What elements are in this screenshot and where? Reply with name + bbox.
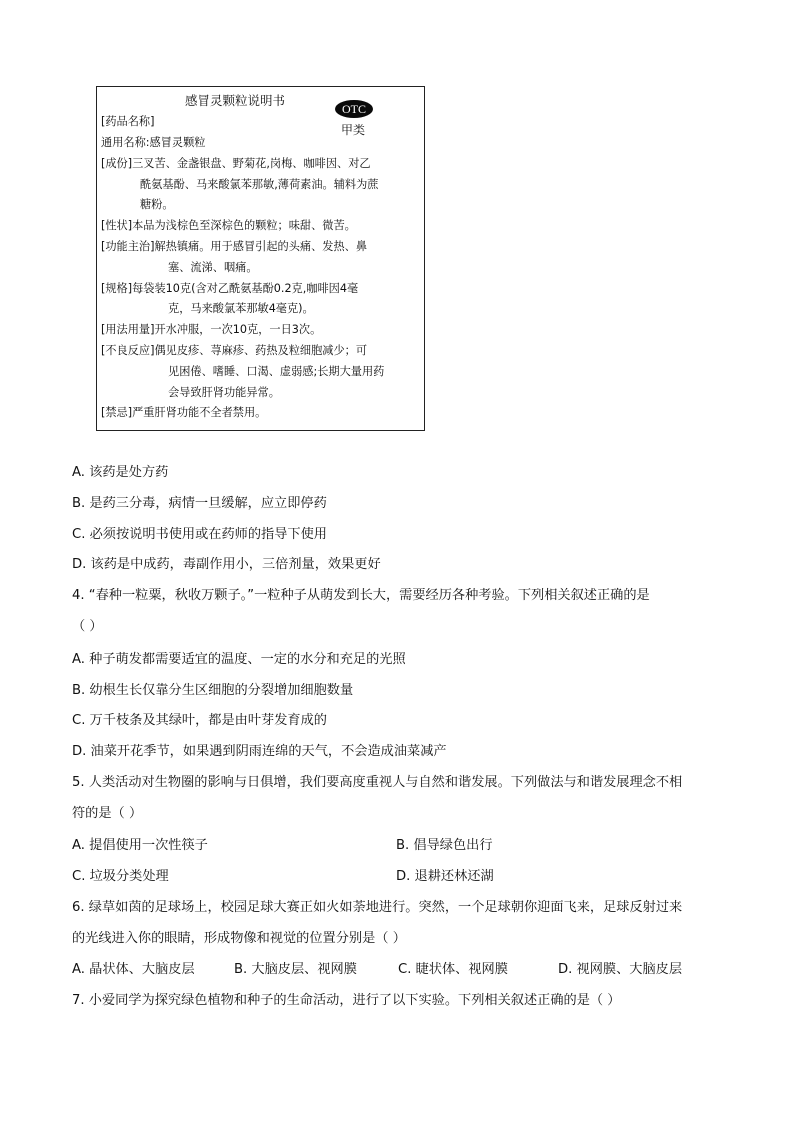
q3-option-c: C. 必须按说明书使用或在药师的指导下使用 — [72, 527, 327, 542]
q5-option-c: C. 垃圾分类处理 — [72, 869, 169, 884]
q5-option-b: B. 倡导绿色出行 — [396, 838, 493, 853]
leaflet-line: [规格]每袋装10克(含对乙酰氨基酚0.2克,咖啡因4毫 — [101, 282, 359, 295]
leaflet-line: [药品名称] — [101, 115, 155, 128]
leaflet-title: 感冒灵颗粒说明书 — [185, 93, 286, 108]
q5-stem-cont: 符的是（ ） — [72, 806, 143, 821]
q7-stem: 7. 小爱同学为探究绿色植物和种子的生命活动，进行了以下实验。下列相关叙述正确的是（ ） — [72, 993, 621, 1008]
leaflet-line: 见困倦、嗜睡、口渴、虚弱感;长期大量用药 — [168, 365, 385, 378]
leaflet-line: 塞、流涕、咽痛。 — [168, 261, 258, 274]
leaflet-line: 通用名称:感冒灵颗粒 — [101, 136, 206, 149]
leaflet-line: 会导致肝肾功能异常。 — [168, 386, 280, 399]
leaflet-line: 糖粉。 — [140, 198, 174, 211]
q6-stem: 6. 绿草如茵的足球场上，校园足球大赛正如火如荼地进行。突然，一个足球朝你迎面飞来，足球反射过来 — [72, 900, 683, 915]
leaflet-line: [性状]本品为浅棕色至深棕色的颗粒；味甜、微苦。 — [101, 219, 356, 232]
q5-option-a: A. 提倡使用一次性筷子 — [72, 838, 208, 853]
otc-class-label: 甲类 — [341, 123, 366, 137]
q3-option-b: B. 是药三分毒，病情一旦缓解，应立即停药 — [72, 496, 327, 511]
q6-option-c: C. 睫状体、视网膜 — [398, 962, 508, 977]
leaflet-line: [成份]三叉苦、金盏银盘、野菊花,岗梅、咖啡因、对乙 — [101, 157, 371, 170]
q5-stem: 5. 人类活动对生物圈的影响与日俱增，我们要高度重视人与自然和谐发展。下列做法与和谐发展理念不相 — [72, 775, 683, 790]
q4-option-c: C. 万千枝条及其绿叶，都是由叶芽发育成的 — [72, 713, 327, 728]
q4-stem: 4. “春种一粒粟，秋收万颗子。”一粒种子从萌发到长大，需要经历各种考验。下列相关叙述正确的是 — [72, 588, 650, 603]
q4-option-b: B. 幼根生长仅靠分生区细胞的分裂增加细胞数量 — [72, 683, 354, 698]
otc-badge: OTC — [335, 100, 373, 118]
q4-stem-blank: （ ） — [72, 619, 103, 634]
q6-option-d: D. 视网膜、大脑皮层 — [558, 962, 683, 977]
q3-option-d: D. 该药是中成药，毒副作用小，三倍剂量，效果更好 — [72, 557, 381, 572]
q6-option-a: A. 晶状体、大脑皮层 — [72, 962, 195, 977]
leaflet-line: [用法用量]开水冲服，一次10克，一日3次。 — [101, 323, 322, 336]
leaflet-line: 酰氨基酚、马来酸氯苯那敏,薄荷素油。辅料为蔗 — [140, 178, 379, 191]
q6-option-b: B. 大脑皮层、视网膜 — [234, 962, 357, 977]
leaflet-line: [功能主治]解热镇痛。用于感冒引起的头痛、发热、鼻 — [101, 240, 368, 253]
q6-stem-cont: 的光线进入你的眼睛，形成物像和视觉的位置分别是（ ） — [72, 931, 406, 946]
q4-option-a: A. 种子萌发都需要适宜的温度、一定的水分和充足的光照 — [72, 652, 406, 667]
q4-option-d: D. 油菜开花季节，如果遇到阴雨连绵的天气，不会造成油菜减产 — [72, 744, 447, 759]
leaflet-line: [禁忌]严重肝肾功能不全者禁用。 — [101, 406, 267, 419]
leaflet-line: 克，马来酸氯苯那敏4毫克)。 — [168, 302, 314, 315]
q3-option-a: A. 该药是处方药 — [72, 465, 169, 480]
q5-option-d: D. 退耕还林还湖 — [396, 869, 494, 884]
leaflet-line: [不良反应]偶见皮疹、荨麻疹、药热及粒细胞减少；可 — [101, 344, 368, 357]
